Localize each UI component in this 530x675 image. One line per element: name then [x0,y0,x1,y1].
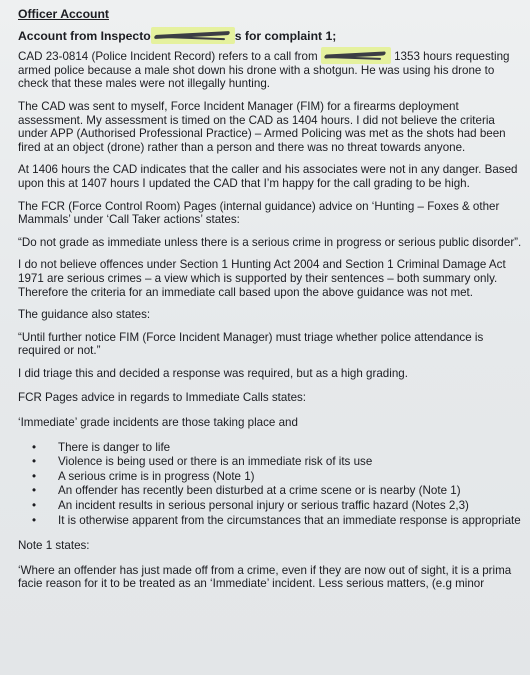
list-item: • A serious crime is in progress (Note 1) [32,469,255,483]
account-heading [18,30,522,44]
redaction-mark [321,50,391,61]
list-item: • An offender has recently been disturbed at a crime scene or is nearby (Note 1) [32,484,461,498]
immediate-criteria-list [18,441,522,528]
paragraph-note1-quote: ‘Where an offender has just made off from a crime, even if they are now out of sight, it is a prima facie reason for it to be treated as an ‘Immediate’ incident. Less serious matters, (e.g minor [18,563,512,591]
paragraph-fcr-immediate: FCR Pages advice in regards to Immediate Calls states: [18,391,307,405]
heading-prefix: Account from Inspecto [18,28,151,43]
paragraph-cad-intro: CAD 23-0814 (Police Incident Record) refers to a call from 1353 hours requesting armed police because a male shot down his drone with a shotgun. He was using his drone to check that these males were not illegally hunting. [18,50,522,91]
paragraph-immediate-grade: ‘Immediate’ grade incidents are those taking place and [18,416,298,430]
paragraph-grading: At 1406 hours the CAD indicates that the caller and his associates were not in any danger. Based upon this at 1407 hours I updated the CAD that I’m happy for the call grading to be high. [18,163,518,190]
redaction-mark [151,30,235,41]
list-item: • An incident results in serious personal injury or serious traffic hazard (Notes 2,3) [32,499,469,513]
list-item: • There is danger to life [32,440,171,454]
paragraph-note1-states: Note 1 states: [18,539,90,553]
list-item: • Violence is being used or there is an immediate risk of its use [32,455,373,469]
paragraph-fim-assessment: The CAD was sent to myself, Force Incident Manager (FIM) for a firearms deployment assessment. My assessment is timed on the CAD as 1404 hours. I did not believe the criteria under APP (Authorised Professional Practice) – Armed Policing was met as the shots had been fired at an object (drone) rather than a person and there was no threat towards anyone. [18,99,506,154]
paragraph-offences: I do not believe offences under Section 1 Hunting Act 2004 and Section 1 Criminal Damage Act 1971 are serious crimes – a view which is supported by their sentences – both summary only. Therefore the criteria for an immediate call based upon the above guidance was not met. [18,258,506,299]
paragraph-did-triage: I did triage this and decided a response was required, but as a high grading. [18,366,408,380]
quote-immediate: “Do not grade as immediate unless there is a serious crime in progress or serious public disorder”. [18,235,522,249]
paragraph-fcr-pages: The FCR (Force Control Room) Pages (internal guidance) advice on ‘Hunting – Foxes & other Mammals’ under ‘Call Taker actions’ states: [18,199,500,227]
list-item: • It is otherwise apparent from the circumstances that an immediate response is appropriate [32,513,521,527]
paragraph-guidance-also: The guidance also states: [18,308,151,322]
quote-triage: “Until further notice FIM (Force Incident Manager) must triage whether police attendance is required or not.” [18,330,484,358]
heading-suffix: s for complaint 1; [234,28,337,43]
document-title: Officer Account [18,7,109,21]
